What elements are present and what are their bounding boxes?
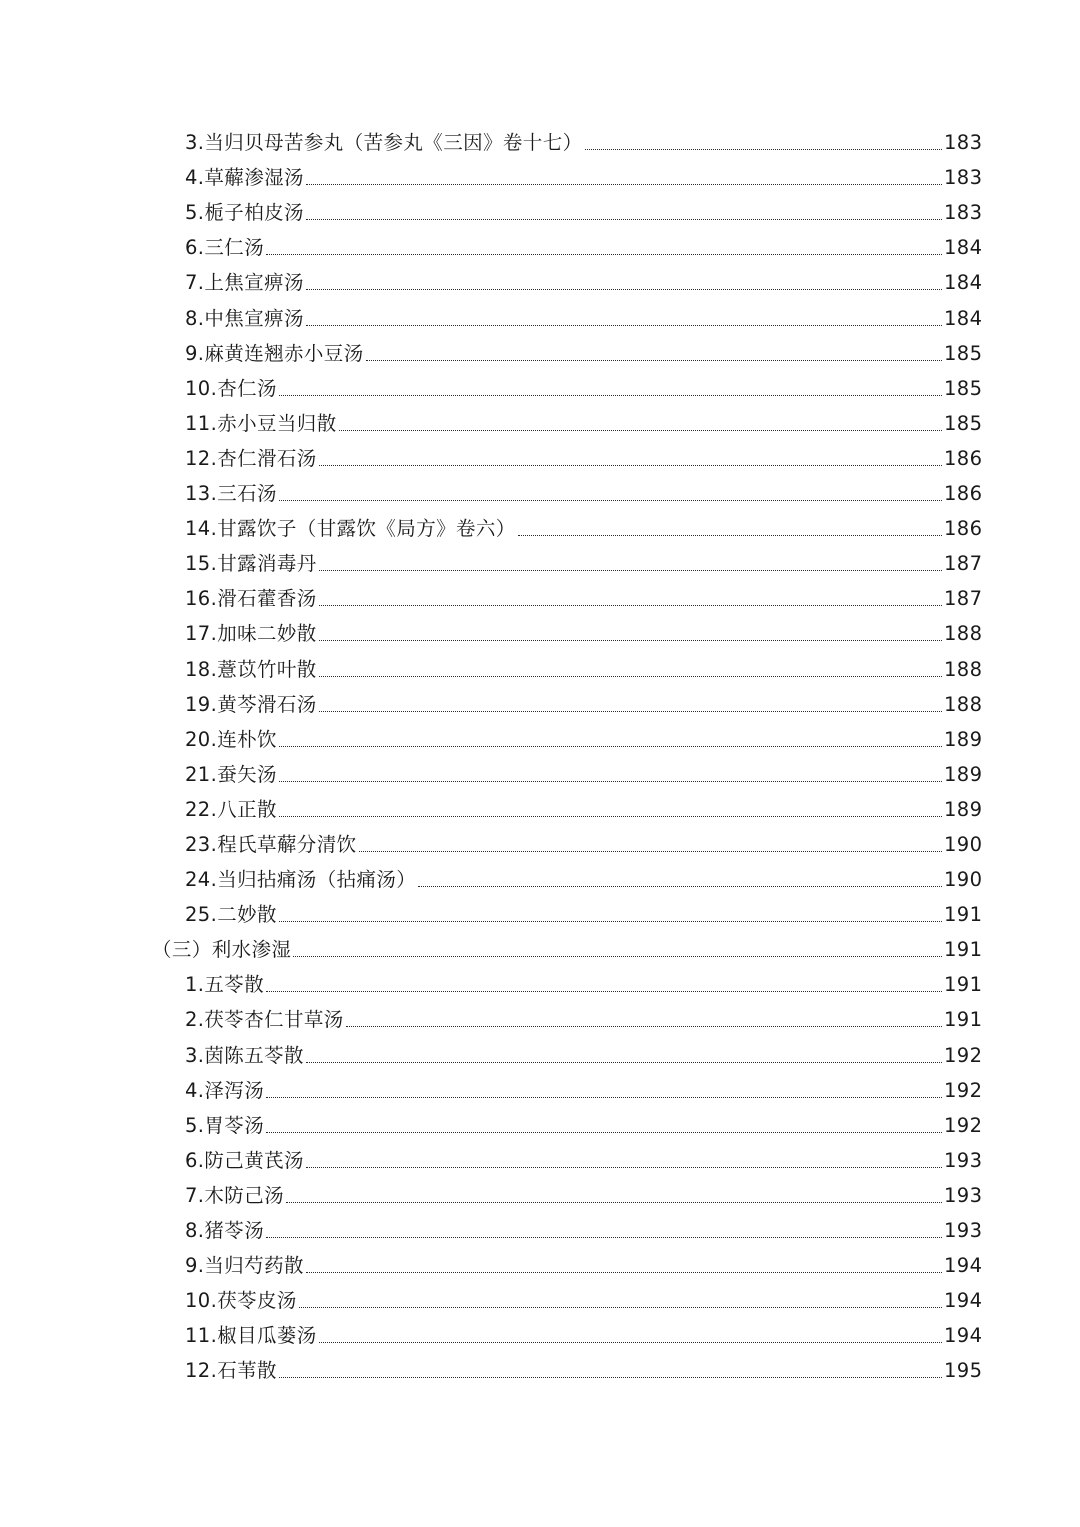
toc-entry <box>0 1354 1080 1389</box>
toc-entry-page-number: 192 <box>944 1113 983 1137</box>
toc-entry-page-number: 194 <box>944 1289 983 1313</box>
toc-entry <box>0 512 1080 547</box>
toc-entry-title: 1.五苓散 <box>185 973 265 997</box>
toc-entry-title: 12.石苇散 <box>185 1359 277 1383</box>
toc-entry-title: 4.草薢渗湿汤 <box>185 166 304 190</box>
toc-entry-title: 25.二妙散 <box>185 903 277 927</box>
dot-leader <box>279 920 942 922</box>
toc-entry <box>0 547 1080 582</box>
toc-entry <box>0 372 1080 407</box>
toc-entry-title: 8.中焦宣痹汤 <box>185 306 304 330</box>
dot-leader <box>266 1236 942 1238</box>
toc-entry-page-number: 192 <box>944 1078 983 1102</box>
dot-leader <box>279 815 942 817</box>
toc-entry-title: 7.木防己汤 <box>185 1183 285 1207</box>
toc-entry-page-number: 191 <box>944 1008 983 1032</box>
toc-entry-title: 6.三仁汤 <box>185 236 265 260</box>
dot-leader <box>279 394 942 396</box>
dot-leader <box>279 745 942 747</box>
toc-entry-title: 17.加味二妙散 <box>185 622 317 646</box>
toc-entry <box>0 898 1080 933</box>
toc-entry <box>0 442 1080 477</box>
dot-leader <box>266 990 942 992</box>
toc-entry-page-number: 183 <box>944 166 983 190</box>
toc-entry <box>0 617 1080 652</box>
toc-entry <box>0 407 1080 442</box>
toc-entry-page-number: 187 <box>944 552 983 576</box>
toc-entry-title: 20.连朴饮 <box>185 727 277 751</box>
dot-leader <box>306 218 942 220</box>
toc-entry <box>0 758 1080 793</box>
toc-entry-title: 23.程氏草薢分清饮 <box>185 832 357 856</box>
toc-entry-title: 16.滑石藿香汤 <box>185 587 317 611</box>
dot-leader <box>319 675 942 677</box>
dot-leader <box>319 604 942 606</box>
toc-entry-page-number: 186 <box>944 517 983 541</box>
dot-leader <box>359 850 942 852</box>
toc-entry <box>0 126 1080 161</box>
toc-entry-title: 11.赤小豆当归散 <box>185 411 337 435</box>
toc-entry-page-number: 186 <box>944 446 983 470</box>
toc-entry <box>0 1144 1080 1179</box>
toc-entry <box>0 688 1080 723</box>
dot-leader <box>418 885 942 887</box>
toc-entry <box>0 582 1080 617</box>
dot-leader <box>585 148 942 150</box>
toc-entry-page-number: 183 <box>944 201 983 225</box>
toc-entry <box>0 652 1080 687</box>
toc-entry-page-number: 183 <box>944 131 983 155</box>
toc-entry-title: 9.当归芍药散 <box>185 1254 304 1278</box>
toc-entry <box>0 1038 1080 1073</box>
toc-entry-page-number: 190 <box>944 868 983 892</box>
toc-entry-title: 9.麻黄连翘赤小豆汤 <box>185 341 364 365</box>
toc-entry-title: 5.胃苓汤 <box>185 1113 265 1137</box>
toc-entry-page-number: 185 <box>944 341 983 365</box>
dot-leader <box>279 499 942 501</box>
toc-entry-title: 10.杏仁汤 <box>185 376 277 400</box>
toc-entry-title: 12.杏仁滑石汤 <box>185 446 317 470</box>
toc-entry-title: 4.泽泻汤 <box>185 1078 265 1102</box>
toc-entry <box>0 196 1080 231</box>
toc-entry-page-number: 195 <box>944 1359 983 1383</box>
toc-entry <box>0 1074 1080 1109</box>
toc-entry-title: 22.八正散 <box>185 797 277 821</box>
toc-entry <box>0 1319 1080 1354</box>
toc-entry-page-number: 191 <box>944 903 983 927</box>
dot-leader <box>518 534 942 536</box>
toc-entry-title: 3.茵陈五苓散 <box>185 1043 304 1067</box>
toc-entry-title: 5.栀子柏皮汤 <box>185 201 304 225</box>
dot-leader <box>299 1306 942 1308</box>
toc-entry <box>0 301 1080 336</box>
toc-entry-page-number: 188 <box>944 692 983 716</box>
dot-leader <box>293 955 942 957</box>
toc-entry-page-number: 193 <box>944 1148 983 1172</box>
toc-entry-title: 21.蚕矢汤 <box>185 762 277 786</box>
dot-leader <box>306 324 942 326</box>
toc-entry <box>0 161 1080 196</box>
toc-entry <box>0 231 1080 266</box>
toc-entry <box>0 828 1080 863</box>
toc-entry-page-number: 185 <box>944 376 983 400</box>
toc-entry <box>0 793 1080 828</box>
toc-entry-page-number: 185 <box>944 411 983 435</box>
toc-entry-page-number: 191 <box>944 938 983 962</box>
toc-entry-page-number: 190 <box>944 832 983 856</box>
toc-entry <box>0 1109 1080 1144</box>
toc-entry-title: 6.防己黄芪汤 <box>185 1148 304 1172</box>
dot-leader <box>319 569 942 571</box>
toc-entry-page-number: 191 <box>944 973 983 997</box>
toc-entry-title: 18.薏苡竹叶散 <box>185 657 317 681</box>
toc-entry-page-number: 193 <box>944 1219 983 1242</box>
dot-leader <box>266 1131 942 1133</box>
toc-entry <box>0 477 1080 512</box>
toc-entry-page-number: 184 <box>944 306 983 330</box>
toc-entry-page-number: 188 <box>944 657 983 681</box>
toc-entry-page-number: 184 <box>944 236 983 260</box>
toc-entry-page-number: 184 <box>944 271 983 295</box>
toc-entry-page-number: 189 <box>944 727 983 751</box>
dot-leader <box>319 639 942 641</box>
toc-entry-title: 24.当归拈痛汤（拈痛汤） <box>185 868 417 892</box>
dot-leader <box>319 464 942 466</box>
dot-leader <box>306 1061 942 1063</box>
toc-entry-title: （三）利水渗湿 <box>152 938 292 962</box>
toc-entry <box>0 266 1080 301</box>
toc-entry <box>0 723 1080 758</box>
toc-entry <box>0 1179 1080 1214</box>
toc-entry-page-number: 187 <box>944 587 983 611</box>
dot-leader <box>279 1376 942 1378</box>
toc-entry-title: 3.当归贝母苦参丸（苦参丸《三因》卷十七） <box>185 131 583 155</box>
toc-entry-page-number: 193 <box>944 1183 983 1207</box>
dot-leader <box>319 1341 942 1343</box>
table-of-contents <box>0 126 1080 1389</box>
dot-leader <box>306 1271 942 1273</box>
toc-entry-page-number: 192 <box>944 1043 983 1067</box>
toc-entry-title: 7.上焦宣痹汤 <box>185 271 304 295</box>
dot-leader <box>286 1201 942 1203</box>
dot-leader <box>339 429 942 431</box>
toc-entry-page-number: 194 <box>944 1324 983 1348</box>
toc-entry-title: 15.甘露消毒丹 <box>185 552 317 576</box>
toc-entry <box>0 1249 1080 1284</box>
dot-leader <box>366 359 942 361</box>
toc-entry-title: 13.三石汤 <box>185 482 277 506</box>
toc-entry <box>0 337 1080 372</box>
toc-entry-title: 2.茯苓杏仁甘草汤 <box>185 1008 344 1032</box>
toc-entry-page-number: 194 <box>944 1254 983 1278</box>
toc-entry-page-number: 186 <box>944 482 983 506</box>
dot-leader <box>306 1166 942 1168</box>
toc-entry <box>0 1214 1080 1249</box>
toc-entry-page-number: 188 <box>944 622 983 646</box>
toc-entry <box>0 968 1080 1003</box>
toc-entry-page-number: 189 <box>944 762 983 786</box>
dot-leader <box>266 1096 942 1098</box>
toc-section-entry <box>0 933 1080 968</box>
toc-entry-title: 8.猪苓汤 <box>185 1219 265 1242</box>
dot-leader <box>279 780 942 782</box>
toc-entry <box>0 1003 1080 1038</box>
dot-leader <box>319 710 942 712</box>
toc-entry-title: 14.甘露饮子（甘露饮《局方》卷六） <box>185 517 516 541</box>
dot-leader <box>266 253 942 255</box>
toc-entry <box>0 863 1080 898</box>
dot-leader <box>346 1025 942 1027</box>
toc-entry-title: 11.椒目瓜蒌汤 <box>185 1324 317 1348</box>
dot-leader <box>306 183 942 185</box>
toc-entry <box>0 1284 1080 1319</box>
toc-entry-title: 19.黄芩滑石汤 <box>185 692 317 716</box>
toc-entry-page-number: 189 <box>944 797 983 821</box>
toc-entry-title: 10.茯苓皮汤 <box>185 1289 297 1313</box>
dot-leader <box>306 288 942 290</box>
